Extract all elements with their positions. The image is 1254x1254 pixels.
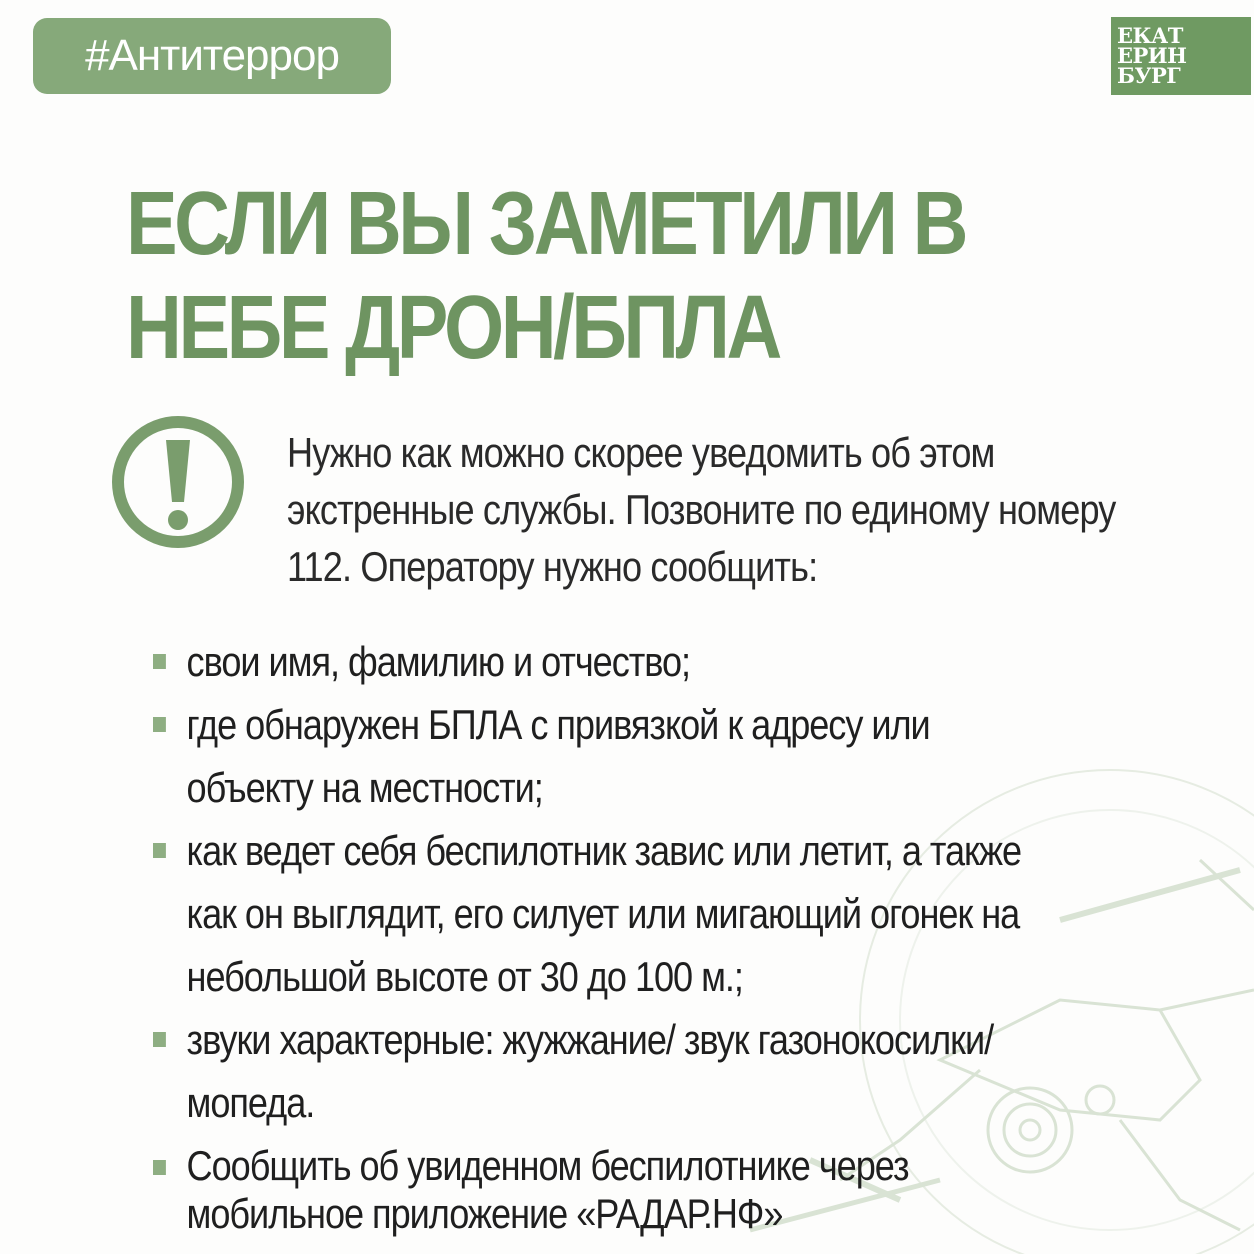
list-item-text: как ведет себя беспилотник завис или летит, а также как он выглядит, его силует или мигающий огонек на небольшой высоте от 30 до 100 м.; (186, 827, 1022, 1000)
hashtag-badge: #Антитеррор (33, 18, 391, 94)
square-bullet-icon (153, 654, 166, 669)
list-item-text: свои имя, фамилию и отчество; (186, 638, 691, 685)
list-item-text: звуки характерные: жужжание/ звук газонокосилки/ мопеда. (186, 1016, 994, 1126)
list-item (153, 819, 1047, 1008)
square-bullet-icon (153, 1032, 166, 1047)
instruction-list (153, 630, 1047, 1238)
list-item-text: где обнаружен БПЛА с привязкой к адресу или объекту на местности; (186, 701, 930, 811)
exclamation-circle-icon (108, 412, 248, 552)
logo-line: ЕРИН (1117, 43, 1187, 68)
page-title-line-1: ЕСЛИ ВЫ ЗАМЕТИЛИ В (126, 174, 966, 274)
list-item (153, 693, 1047, 819)
page-title (126, 172, 1038, 380)
list-item (153, 630, 1047, 693)
intro-text: Нужно как можно скорее уведомить об этом экстренные службы. Позвоните по единому номеру 112. Оператору нужно сообщить: (287, 429, 1116, 590)
list-item-text: Сообщить об увиденном беспилотнике через мобильное приложение «РАДАР.НФ» (186, 1142, 909, 1237)
list-item (153, 1142, 1047, 1238)
page-title-line-2: НЕБЕ ДРОН/БПЛА (126, 278, 779, 378)
list-item (153, 1008, 1047, 1134)
square-bullet-icon (153, 843, 166, 858)
logo-line: ЕКАТ (1117, 23, 1183, 48)
logo-line: БУРГ (1117, 63, 1181, 88)
ekaterinburg-logo (1111, 17, 1251, 95)
square-bullet-icon (153, 1160, 166, 1175)
square-bullet-icon (153, 717, 166, 732)
